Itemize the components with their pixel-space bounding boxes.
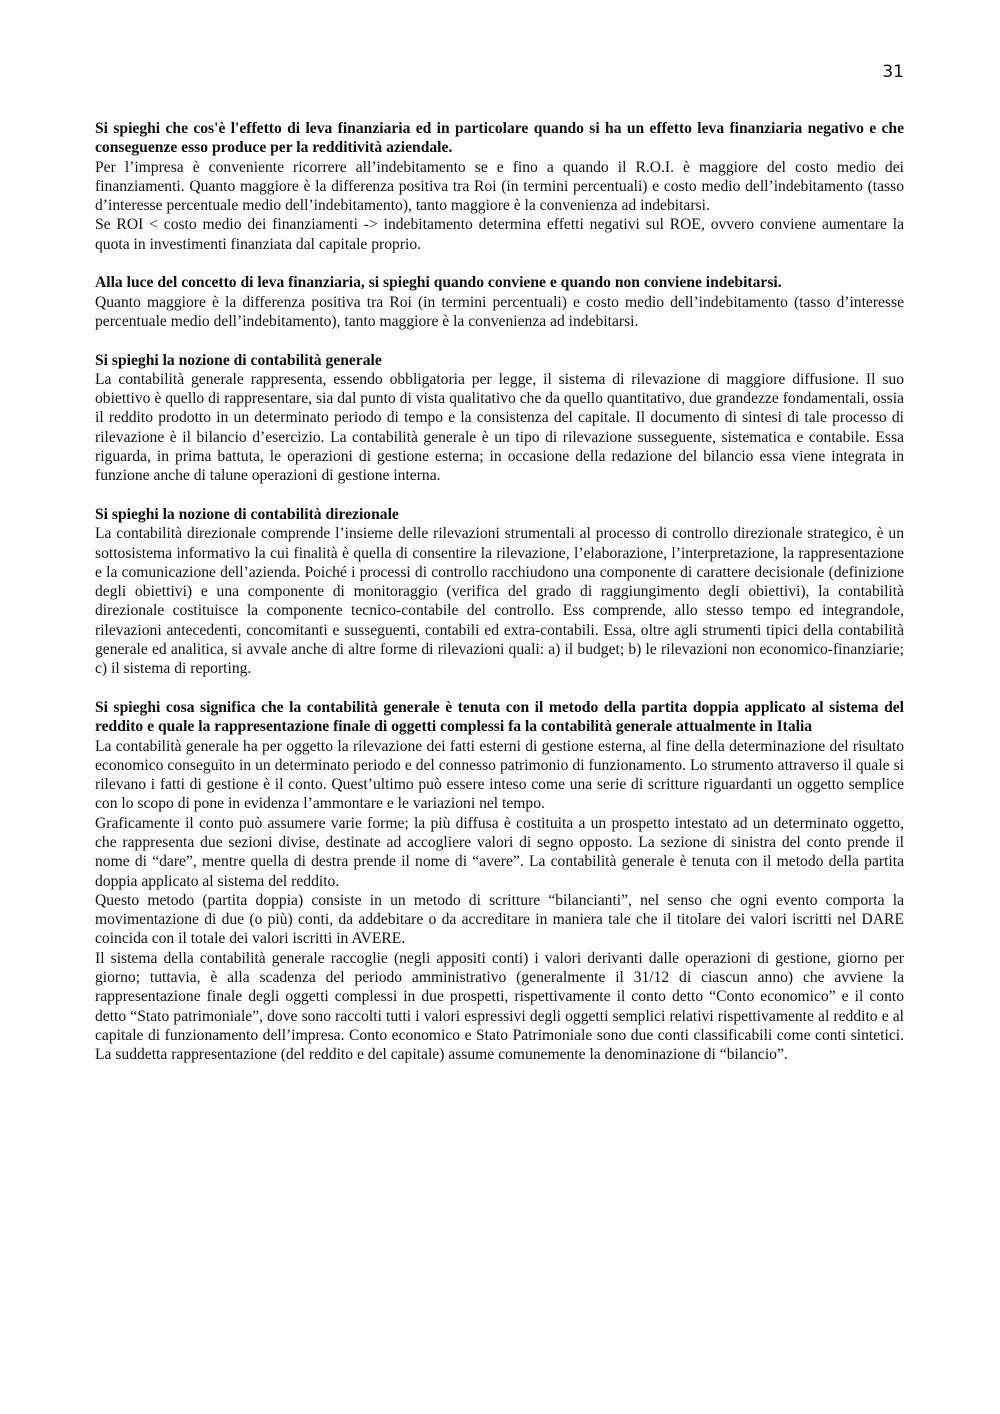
section-partita-doppia bbox=[95, 698, 904, 1065]
section-paragraph: Se ROI < costo medio dei finanziamenti -> indebitamento determina effetti negativi sul ROE, ovvero conviene aumentare la quota in investimenti finanziata dal capitale proprio. bbox=[95, 216, 904, 253]
page-number: 31 bbox=[882, 62, 904, 82]
section-paragraph: La contabilità generale rappresenta, essendo obbligatoria per legge, il sistema di rilevazione di maggiore diffusione. Il suo obiettivo è quello di rappresentare, sia dal punto di vista qualitativo che da quello quantitativo, due grandezze fondamentali, ossia il reddito prodotto in un determinato periodo di tempo e la consistenza del capitale. Il documento di sintesi di tale processo di rilevazione è il bilancio d’esercizio. La contabilità generale è un tipo di rilevazione susseguente, sistematica e contabile. Essa riguarda, in prima battuta, le operazioni di gestione esterna; in occasione della redazione del bilancio essa viene integrata in funzione anche di talune operazioni di gestione interna. bbox=[95, 370, 904, 485]
section-question: Si spieghi la nozione di contabilità direzionale bbox=[95, 505, 399, 523]
section-paragraph: La contabilità generale ha per oggetto la rilevazione dei fatti esterni di gestione esterna, al fine della determinazione del risultato economico conseguito in un determinato periodo e del connesso patrimonio di funzionamento. Lo strumento attraverso il quale si rilevano i fatti di gestione è il conto. Quest’ultimo può essere inteso come una serie di scritture riguardanti un oggetto semplice con lo scopo di pone in evidenza l’ammontare e le variazioni nel tempo. bbox=[95, 737, 904, 813]
section-question: Si spieghi cosa significa che la contabilità generale è tenuta con il metodo della partita doppia applicato al sistema del reddito e quale la rappresentazione finale di oggetti complessi fa la contabilità generale attualmente in Italia bbox=[95, 698, 904, 736]
section-paragraph: Per l’impresa è conveniente ricorrere all’indebitamento se e fino a quando il R.O.I. è maggiore del costo medio dei finanziamenti. Quanto maggiore è la differenza positiva tra Roi (in termini percentuali) e costo medio dell’indebitamento (tasso d’interesse percentuale medio dell’indebitamento), tanto maggiore è la convenienza ad indebitarsi. bbox=[95, 158, 904, 215]
section-question: Si spieghi che cos'è l'effetto di leva finanziaria ed in particolare quando si ha un effetto leva finanziaria negativo e che conseguenze esso produce per la redditività aziendale. bbox=[95, 120, 904, 157]
section-paragraph: Graficamente il conto può assumere varie forme; la più diffusa è costituita a un prospetto intestato ad un determinato oggetto, che rappresenta due sezioni divise, destinate ad accogliere valori di segno opposto. La sezione di sinistra del conto prende il nome di “dare”, mentre quella di destra prende il nome di “avere”. La contabilità generale è tenuta con il metodo della partita doppia applicato al sistema del reddito. bbox=[95, 814, 904, 890]
section-question: Si spieghi la nozione di contabilità generale bbox=[95, 351, 382, 369]
section-paragraph: Questo metodo (partita doppia) consiste in un metodo di scritture “bilancianti”, nel senso che ogni evento comporta la movimentazione di due (o più) conti, da addebitare o da accreditare in maniera tale che il titolare dei valori iscritti nel DARE coincida con il totale dei valori iscritti in AVERE. bbox=[95, 891, 904, 948]
section-contabilita-direzionale bbox=[95, 505, 904, 679]
section-question: Alla luce del concetto di leva finanziaria, si spieghi quando conviene e quando non conviene indebitarsi. bbox=[95, 274, 782, 292]
document-body bbox=[95, 119, 904, 1084]
section-paragraph: Quanto maggiore è la differenza positiva tra Roi (in termini percentuali) e costo medio dell’indebitamento (tasso d’interesse percentuale medio dell’indebitamento), tanto maggiore è la convenienza ad indebitarsi. bbox=[95, 293, 904, 330]
section-contabilita-generale bbox=[95, 351, 904, 486]
section-paragraph: Il sistema della contabilità generale raccoglie (negli appositi conti) i valori derivanti dalle operazioni di gestione, giorno per giorno; tuttavia, è alla scadenza del periodo amministrativo (generalmente il 31/12 di ciascun anno) che avviene la rappresentazione finale degli oggetti complessi in due prospetti, rispettivamente il conto detto “Conto economico” e il conto detto “Stato patrimoniale”, dove sono raccolti tutti i valori espressivi degli oggetti semplici relativi rispettivamente al reddito e al capitale di funzionamento dell’impresa. Conto economico e Stato Patrimoniale sono due conti classificabili come conti sintetici. La suddetta rappresentazione (del reddito e del capitale) assume comunemente la denominazione di “bilancio”. bbox=[95, 949, 904, 1064]
section-paragraph: La contabilità direzionale comprende l’insieme delle rilevazioni strumentali al processo di controllo direzionale strategico, è un sottosistema informativo la cui finalità è quella di consentire la rilevazione, l’elaborazione, l’interpretazione, la rappresentazione e la comunicazione dell’azienda. Poiché i processi di controllo racchiudono una componente di carattere decisionale (definizione degli obiettivi) e una componente di monitoraggio (verifica del grado di raggiungimento degli obiettivi), la contabilità direzionale costituisce la componente tecnico-contabile del controllo. Ess comprende, allo stesso tempo ed integrandole, rilevazioni antecedenti, concomitanti e susseguenti, contabili ed extra-contabili. Essa, oltre agli strumenti tipici della contabilità generale ed analitica, si avvale anche di altre forme di rilevazioni quali: a) il budget; b) le rilevazioni non economico-finanziarie; c) il sistema di reporting. bbox=[95, 525, 904, 678]
section-indebitarsi bbox=[95, 273, 904, 331]
section-leva-negativa bbox=[95, 119, 904, 254]
